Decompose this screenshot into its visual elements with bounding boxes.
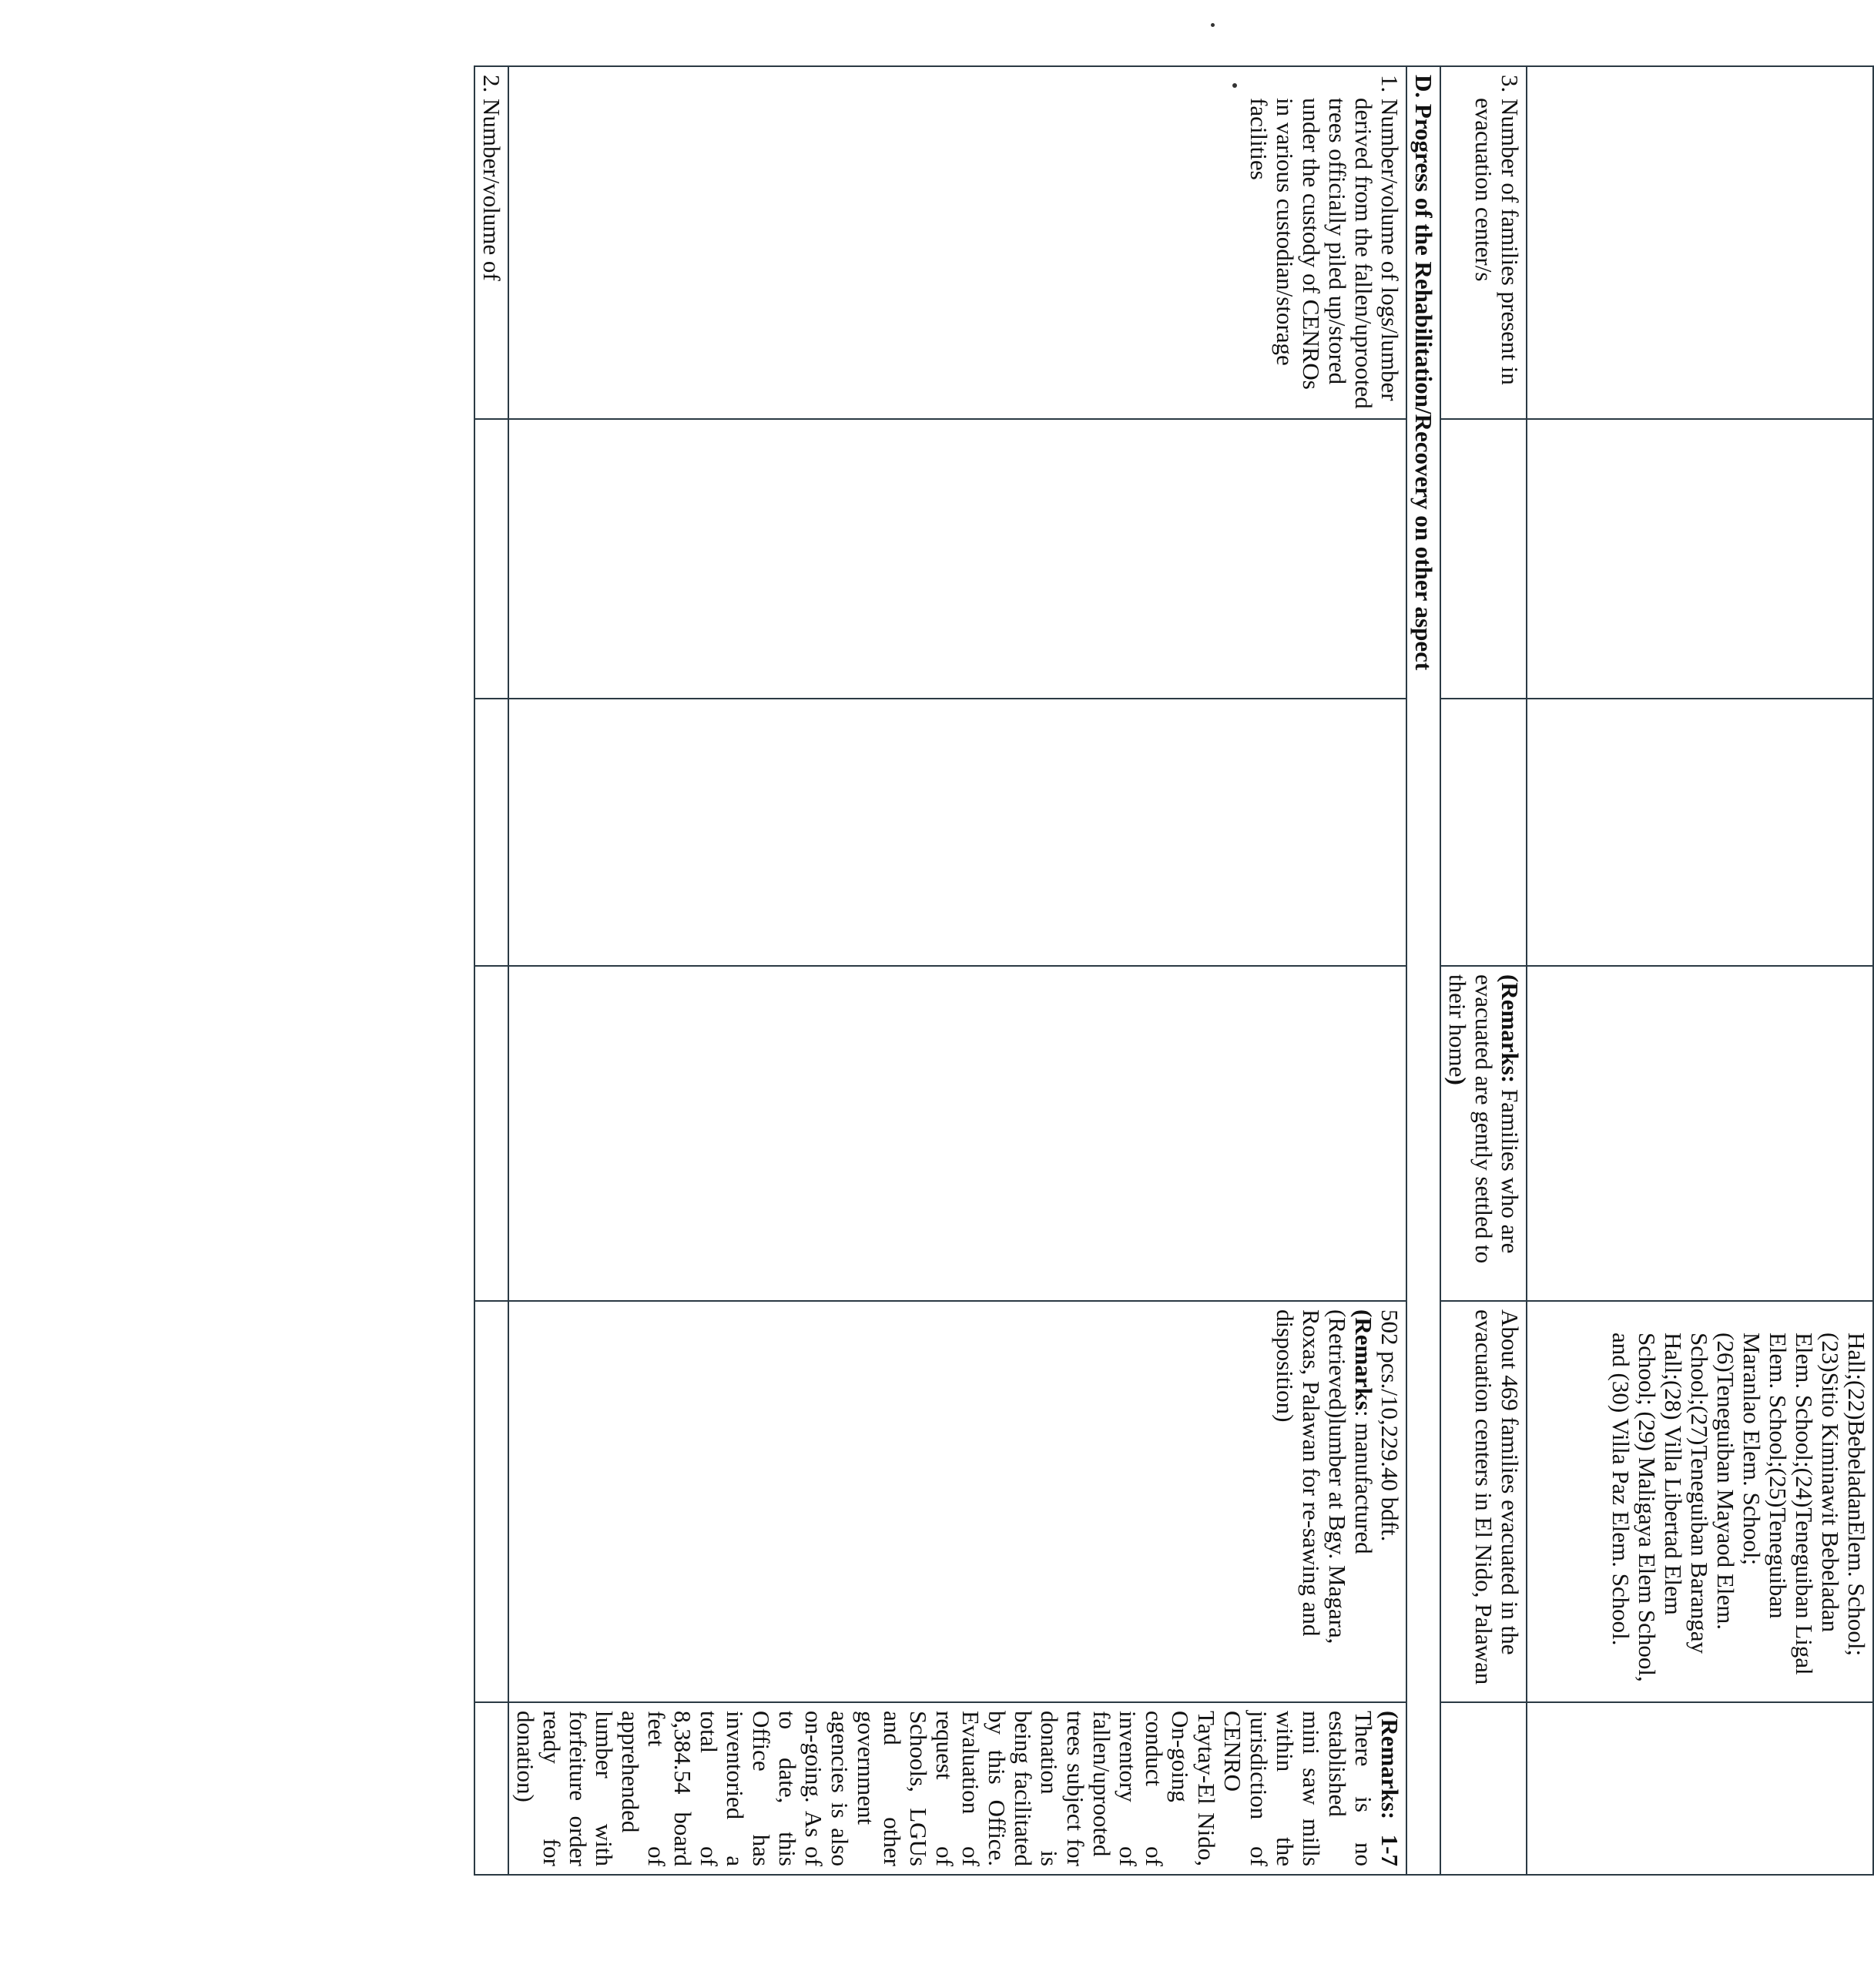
empty-cell [474,1301,508,1702]
remarks-text: Families who are evacuated are gently settled to their home [1444,974,1524,1264]
empty-cell [474,966,508,1301]
indicator-cell [1440,66,1527,419]
families-value-text: About 469 families evacuated in the evacuation centers in El Nido, Palawan [1470,1309,1524,1685]
table-row [508,66,1406,1875]
empty-cell [1527,966,1873,1301]
remarks-label: (Remarks: [1497,974,1524,1084]
section-d-title: D. Progress of the Rehabilitation/Recovery on other aspect [1410,75,1437,671]
remarks-text: : manufactured (Retrieved)lumber at Bgy. Magara, Roxas, Palawan for re-sawing and disposition) [1272,1309,1377,1644]
logs-value-remarks [1272,1309,1376,1694]
section-row [1406,66,1440,1875]
logs-label: 1. Number/volume of logs/lumber derived from the fallen/uprooted trees officially piled up/stored under the custody of CENROs in various custodian/storage facilities [1245,75,1403,409]
remarks-text: There is no established mini saw mills within the jurisdiction of CENRO Taytay-El Nido, On-going conduct of inventory of fallen/uprooted trees subject for donation is being facilitated by this Office. Evaluation of request of Schools, LGUs and other government agencies is also on-going. As of to date, this Office has inventoried a total of 8,384.54 board feet of apprehended lumber with forfeiture order ready for donation) [512,1711,1377,1866]
remarks-label: (Remarks [1350,1309,1377,1410]
logs-volume: 502 pcs./10,229.40 bdft. [1376,1309,1403,1542]
rotated-report-table [177,65,1874,1874]
evacuation-centers-text: Hall;(22)BebeladanElem. School;(23)Sitio Kiminawit Bebeladan Elem. School;(24)Teneguiban Ligal Elem. School;(25)Teneguiban Maranlao Elem. School;(26)Teneguiban Mayaod Elem. School;(27)Teneguiban Barangay Hall;(28) Villa Libertad Elem School; (29) Maligaya Elem School, and (30) Villa Paz Elem. School. [1607,1333,1870,1682]
table-row [1440,66,1527,1875]
empty-cell [508,699,1406,966]
empty-cell [1440,419,1527,699]
number-volume-label: 2. Number/volume of [478,75,505,281]
scan-speck [1211,23,1215,27]
empty-cell [1527,1702,1873,1875]
remarks-close: ) [1444,1077,1471,1085]
table-row [1527,66,1873,1875]
empty-cell [1527,699,1873,966]
empty-cell [508,419,1406,699]
logs-value [508,1301,1406,1702]
indicator-cell [508,66,1406,419]
report-table [474,65,1874,1876]
remarks-cell [1440,966,1527,1301]
empty-cell [474,1702,508,1875]
logs-remarks [508,1702,1406,1875]
indicator-cell [1527,66,1873,419]
empty-cell [1527,419,1873,699]
evacuation-centers-list [1527,1301,1873,1702]
empty-cell [1440,699,1527,966]
empty-cell [1440,1702,1527,1875]
empty-cell [474,419,508,699]
empty-cell [508,966,1406,1301]
remarks-label: (Remarks: 1-7 [1376,1711,1403,1866]
section-heading [1406,66,1440,1875]
indicator-cell [474,66,508,419]
empty-cell [474,699,508,966]
families-value [1440,1301,1527,1702]
table-row [474,66,508,1875]
families-label: 3. Number of families present in evacuation center/s [1470,75,1524,385]
